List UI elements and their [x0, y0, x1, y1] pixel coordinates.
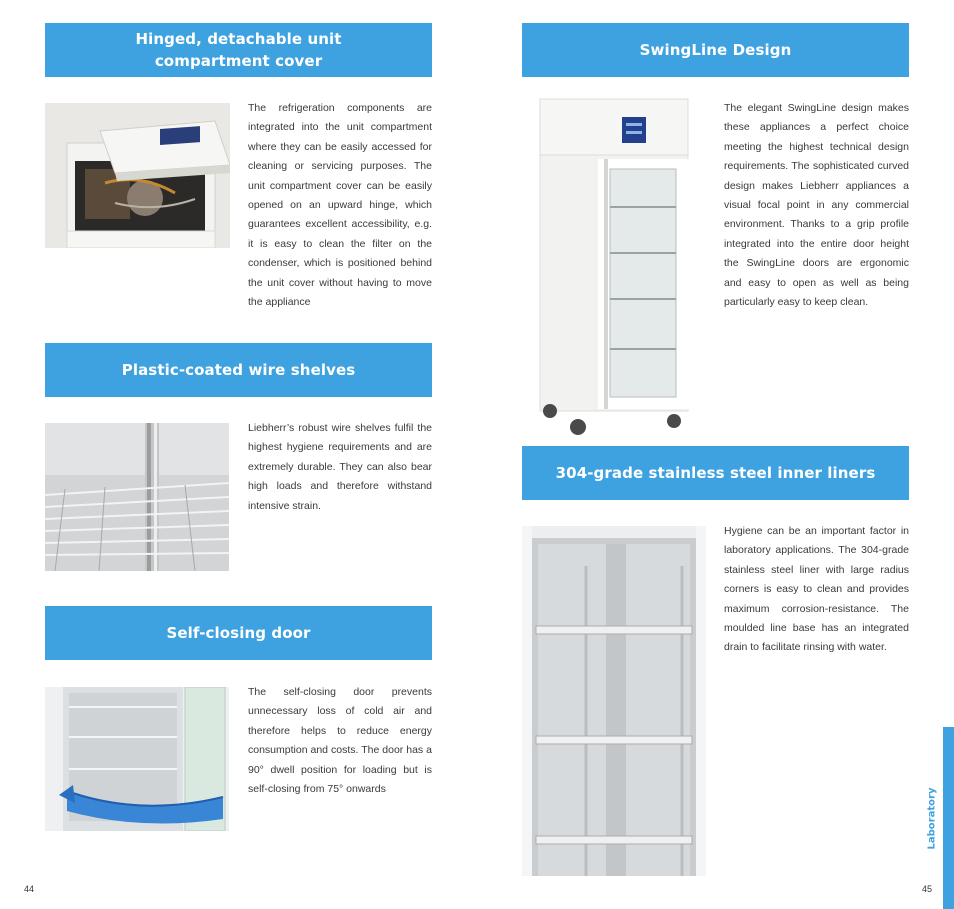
self-closing-door-photo: [45, 687, 229, 831]
section-title-text: Self-closing door: [166, 624, 311, 642]
wire-shelves-photo: [45, 423, 229, 571]
section-title-text: Plastic-coated wire shelves: [121, 361, 356, 379]
section-title-text: SwingLine Design: [639, 41, 792, 59]
side-tab-label: Laboratory: [926, 787, 938, 849]
section-title-line1: Hinged, detachable unit: [135, 30, 342, 48]
page-number-right: 45: [922, 884, 933, 894]
stainless-liner-photo: [522, 526, 706, 876]
unit-cover-photo: [45, 103, 230, 248]
section-title-unit-cover: [45, 23, 432, 77]
page-number-left: 44: [24, 884, 35, 894]
section-title-line2: compartment cover: [154, 52, 323, 70]
wire-shelves-text: Liebherr’s robust wire shelves fulfil the highest hygiene requirements and are extremely durable. They can also bear high loads and therefore withstand intensive strain.: [248, 422, 432, 512]
section-title-wire-shelves: [45, 343, 432, 397]
unit-cover-text: The refrigeration components are integrated into the unit compartment where they can be easily accessed for cleaning or servicing purposes. The unit compartment cover can be easily opened on an upward hinge, which guarantees excellent accessibility, e.g. it is easy to clean the filter on the condenser, which is positioned behind the unit cover without having to move the appliance: [248, 102, 432, 309]
self-closing-door-text: The self-closing door prevents unnecessary loss of cold air and therefore helps to reduce energy consumption and costs. The door has a 90° dwell position for loading but is self-closing from 75° onwards: [248, 686, 432, 796]
swingline-text: The elegant SwingLine design makes these appliances a perfect choice meeting the highest technical design requirements. The sophisticated curved design makes Liebherr appliances a visual focal point in any commercial environment. Thanks to a grip profile integrated into the entire door height the SwingLine doors are ergonomic and easy to open as well as being particularly easy to keep clean.: [724, 102, 909, 309]
section-title-self-closing-door: [45, 606, 432, 660]
section-title-text: 304-grade stainless steel inner liners: [555, 464, 876, 482]
swingline-fridge-photo: [534, 93, 694, 438]
section-title-swingline: [522, 23, 909, 77]
stainless-liners-text: Hygiene can be an important factor in laboratory applications. The 304-grade stainless steel liner with large radius corners is easy to clean and provides maximum corrosion-resistance. The moulded line base has an integrated drain to facilitate rinsing with water.: [724, 525, 909, 654]
section-title-stainless-liners: [522, 446, 909, 500]
side-tab-label-box: [918, 780, 946, 856]
